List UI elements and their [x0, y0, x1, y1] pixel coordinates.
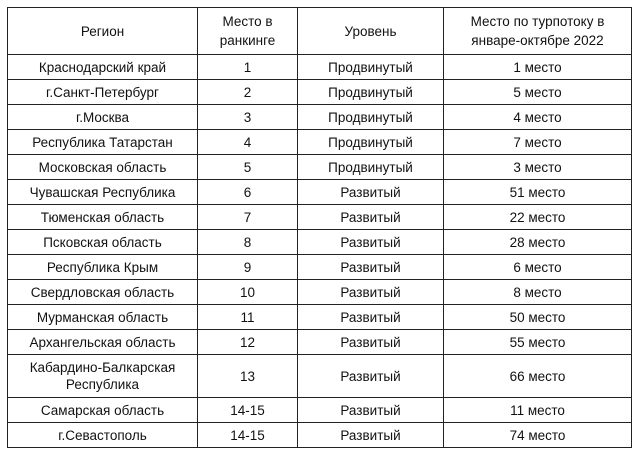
table-row: [8, 305, 632, 330]
cell-region: Краснодарский край: [8, 55, 198, 80]
table-row: [8, 55, 632, 80]
cell-level: Продвинутый: [298, 155, 444, 180]
cell-rank: 13: [198, 355, 298, 398]
cell-region: Республика Татарстан: [8, 130, 198, 155]
cell-region: Кабардино-Балкарская Республика: [8, 355, 198, 398]
table-row: [8, 105, 632, 130]
cell-flow: 8 место: [444, 280, 632, 305]
header-level: Уровень: [298, 8, 444, 55]
cell-rank: 14-15: [198, 398, 298, 423]
cell-level: Продвинутый: [298, 105, 444, 130]
cell-level: Развитый: [298, 230, 444, 255]
cell-level: Развитый: [298, 280, 444, 305]
cell-flow: 50 место: [444, 305, 632, 330]
ranking-table-container: [7, 7, 632, 448]
ranking-table: [7, 7, 632, 448]
cell-flow: 11 место: [444, 398, 632, 423]
cell-rank: 12: [198, 330, 298, 355]
cell-level: Продвинутый: [298, 55, 444, 80]
cell-flow: 6 место: [444, 255, 632, 280]
cell-rank: 2: [198, 80, 298, 105]
cell-level: Развитый: [298, 398, 444, 423]
cell-rank: 7: [198, 205, 298, 230]
table-row: [8, 330, 632, 355]
cell-rank: 1: [198, 55, 298, 80]
cell-region: Чувашская Республика: [8, 180, 198, 205]
header-tourist-flow-rank: Место по турпотоку в январе-октябре 2022: [444, 8, 632, 55]
cell-flow: 74 место: [444, 423, 632, 448]
cell-rank: 5: [198, 155, 298, 180]
cell-region: Тюменская область: [8, 205, 198, 230]
table-row: [8, 398, 632, 423]
cell-flow: 4 место: [444, 105, 632, 130]
cell-region: г.Москва: [8, 105, 198, 130]
table-row: [8, 130, 632, 155]
cell-rank: 11: [198, 305, 298, 330]
cell-level: Развитый: [298, 255, 444, 280]
cell-rank: 6: [198, 180, 298, 205]
cell-region: Свердловская область: [8, 280, 198, 305]
cell-region: Архангельская область: [8, 330, 198, 355]
cell-rank: 10: [198, 280, 298, 305]
header-rank: Место в ранкинге: [198, 8, 298, 55]
cell-rank: 8: [198, 230, 298, 255]
table-row: [8, 180, 632, 205]
table-row: [8, 80, 632, 105]
cell-level: Развитый: [298, 330, 444, 355]
cell-level: Развитый: [298, 205, 444, 230]
cell-level: Развитый: [298, 423, 444, 448]
cell-region: Псковская область: [8, 230, 198, 255]
cell-flow: 1 место: [444, 55, 632, 80]
cell-region: Московская область: [8, 155, 198, 180]
cell-level: Развитый: [298, 180, 444, 205]
cell-rank: 4: [198, 130, 298, 155]
cell-rank: 3: [198, 105, 298, 130]
table-row: [8, 423, 632, 448]
table-row: [8, 255, 632, 280]
cell-level: Продвинутый: [298, 130, 444, 155]
cell-region: г.Санкт-Петербург: [8, 80, 198, 105]
cell-flow: 7 место: [444, 130, 632, 155]
cell-region: Мурманская область: [8, 305, 198, 330]
cell-rank: 14-15: [198, 423, 298, 448]
cell-level: Развитый: [298, 305, 444, 330]
table-row: [8, 355, 632, 398]
cell-flow: 22 место: [444, 205, 632, 230]
cell-flow: 28 место: [444, 230, 632, 255]
table-row: [8, 230, 632, 255]
cell-rank: 9: [198, 255, 298, 280]
cell-level: Продвинутый: [298, 80, 444, 105]
table-row: [8, 155, 632, 180]
cell-region: г.Севастополь: [8, 423, 198, 448]
header-region: Регион: [8, 8, 198, 55]
table-header-row: [8, 8, 632, 55]
cell-region: Республика Крым: [8, 255, 198, 280]
cell-level: Развитый: [298, 355, 444, 398]
cell-flow: 5 место: [444, 80, 632, 105]
cell-flow: 66 место: [444, 355, 632, 398]
cell-region: Самарская область: [8, 398, 198, 423]
table-row: [8, 205, 632, 230]
table-row: [8, 280, 632, 305]
cell-flow: 3 место: [444, 155, 632, 180]
cell-flow: 51 место: [444, 180, 632, 205]
cell-flow: 55 место: [444, 330, 632, 355]
